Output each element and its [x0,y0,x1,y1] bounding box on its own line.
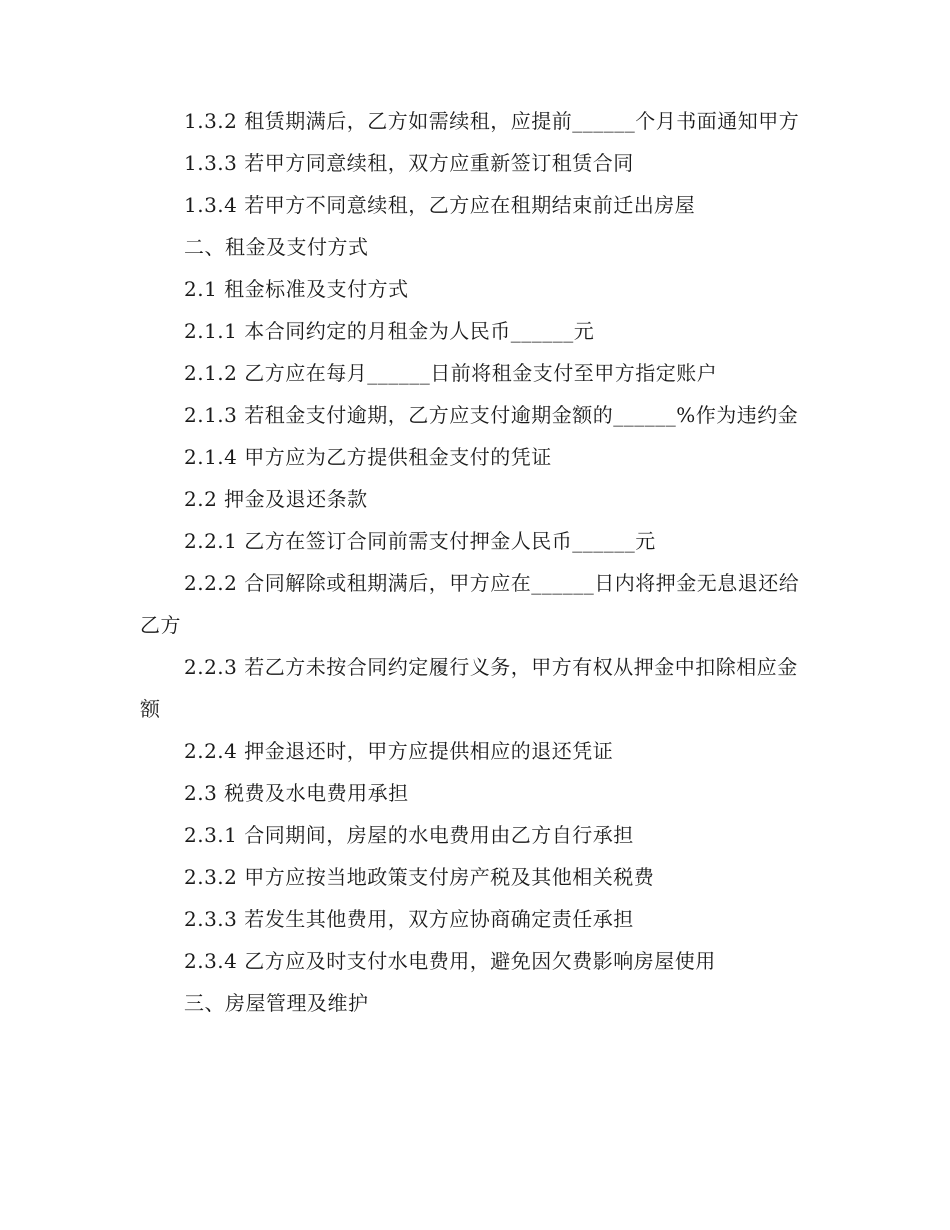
clause-2-3-3: 2.3.3 若发生其他费用，双方应协商确定责任承担 [184,907,634,931]
clause-2-2-1: 2.2.1 乙方在签订合同前需支付押金人民币______元 [184,529,656,553]
section-heading-3: 三、房屋管理及维护 [184,991,369,1015]
clause-2-1-4: 2.1.4 甲方应为乙方提供租金支付的凭证 [184,445,552,469]
clause-1-3-4: 1.3.4 若甲方不同意续租，乙方应在租期结束前迁出房屋 [184,193,696,217]
clause-2-1-1: 2.1.1 本合同约定的月租金为人民币______元 [184,319,595,343]
clause-2-3-4: 2.3.4 乙方应及时支付水电费用，避免因欠费影响房屋使用 [184,949,716,973]
subsection-heading-2-3: 2.3 税费及水电费用承担 [184,781,409,805]
clause-2-2-3: 2.2.3 若乙方未按合同约定履行义务，甲方有权从押金中扣除相应金额 [140,655,798,721]
clause-2-2-4: 2.2.4 押金退还时，甲方应提供相应的退还凭证 [184,739,614,763]
clause-2-2-2: 2.2.2 合同解除或租期满后，甲方应在______日内将押金无息退还给乙方 [140,571,800,637]
clause-2-1-2: 2.1.2 乙方应在每月______日前将租金支付至甲方指定账户 [184,361,718,385]
clause-1-3-2: 1.3.2 租赁期满后，乙方如需续租，应提前______个月书面通知甲方 [184,109,800,133]
subsection-heading-2-1: 2.1 租金标准及支付方式 [184,277,409,301]
subsection-heading-2-2: 2.2 押金及退还条款 [184,487,368,511]
clause-2-3-2: 2.3.2 甲方应按当地政策支付房产税及其他相关税费 [184,865,655,889]
clause-2-1-3: 2.1.3 若租金支付逾期，乙方应支付逾期金额的______%作为违约金 [184,403,799,427]
clause-1-3-3: 1.3.3 若甲方同意续租，双方应重新签订租赁合同 [184,151,634,175]
clause-2-3-1: 2.3.1 合同期间，房屋的水电费用由乙方自行承担 [184,823,634,847]
section-heading-2: 二、租金及支付方式 [184,235,369,259]
